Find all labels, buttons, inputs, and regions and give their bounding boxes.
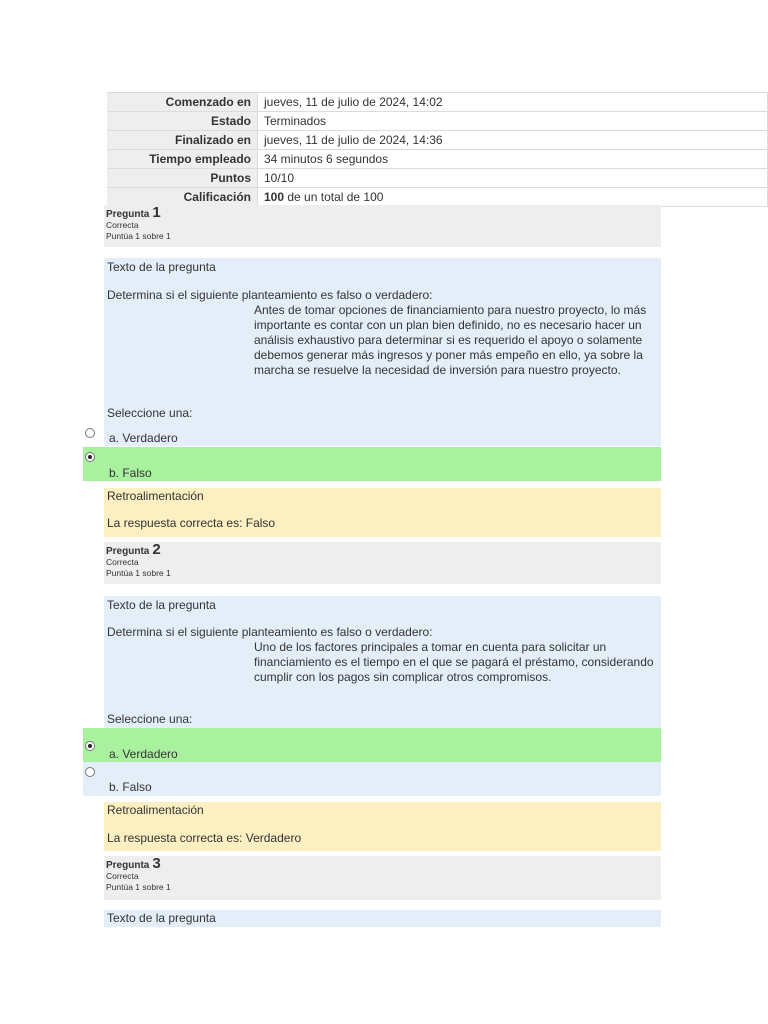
feedback-text: La respuesta correcta es: Falso (107, 516, 276, 530)
option-label: b. Falso (109, 466, 152, 480)
question-body: Uno de los factores principales a tomar en cuenta para solicitar un financiamiento es el tiempo en el que se pagará el préstamo, considerando cumplir con los pagos sin complicar otros compromisos. (254, 640, 654, 684)
question-prompt: Determina si el siguiente planteamiento es falso o verdadero: (107, 288, 433, 302)
grade-value: 100 (264, 190, 285, 204)
feedback-text: La respuesta correcta es: Verdadero (107, 831, 302, 845)
question-text-label: Texto de la pregunta (107, 598, 216, 612)
question-score: Puntúa 1 sobre 1 (106, 568, 171, 578)
question-number: 1 (152, 204, 161, 221)
summary-value: jueves, 11 de julio de 2024, 14:02 (258, 93, 768, 112)
summary-value: 10/10 (258, 169, 768, 188)
q1-option-b[interactable] (83, 447, 661, 481)
option-label: b. Falso (109, 780, 152, 794)
question-text-label: Texto de la pregunta (107, 911, 216, 925)
question-1-feedback (104, 488, 661, 537)
attempt-summary-table (107, 92, 768, 207)
feedback-label: Retroalimentación (107, 489, 204, 503)
option-label: a. Verdadero (109, 431, 178, 445)
summary-row-points (107, 169, 768, 188)
select-one-label: Seleccione una: (107, 406, 193, 420)
summary-value: jueves, 11 de julio de 2024, 14:36 (258, 131, 768, 150)
radio-q1-option-b[interactable] (85, 452, 95, 462)
grade-total: de un total de 100 (284, 190, 384, 204)
summary-key: Finalizado en (107, 131, 258, 150)
radio-q2-option-b[interactable] (85, 767, 95, 777)
q2-option-a[interactable] (83, 728, 661, 762)
question-status: Correcta (106, 871, 139, 881)
feedback-label: Retroalimentación (107, 803, 204, 817)
summary-row-started (107, 93, 768, 112)
summary-row-time (107, 150, 768, 169)
question-2-content (104, 596, 661, 728)
option-label: a. Verdadero (109, 747, 178, 761)
summary-value: 34 minutos 6 segundos (258, 150, 768, 169)
question-1-content (104, 258, 661, 446)
radio-q2-option-a[interactable] (85, 741, 95, 751)
question-body: Antes de tomar opciones de financiamiento para nuestro proyecto, lo más importante es contar con un plan bien definido, no es necesario hacer un análisis exhaustivo para determinar si es requerido el apoyo o solamente debemos generar más ingresos y poner más empeño en ello, ya sobre la marcha se resuelve la necesidad de inversión para nuestro proyecto. (254, 303, 647, 377)
question-number: 3 (152, 855, 161, 872)
question-3-content (104, 910, 661, 927)
question-score: Puntúa 1 sobre 1 (106, 231, 171, 241)
summary-key: Puntos (107, 169, 258, 188)
summary-key: Comenzado en (107, 93, 258, 112)
summary-key: Tiempo empleado (107, 150, 258, 169)
question-status: Correcta (106, 220, 139, 230)
question-number: 2 (152, 541, 161, 558)
summary-value (258, 188, 768, 207)
question-text-label: Texto de la pregunta (107, 260, 216, 274)
summary-row-state (107, 112, 768, 131)
question-1-info (104, 205, 661, 247)
summary-key: Calificación (107, 188, 258, 207)
q2-option-b[interactable] (83, 762, 661, 796)
q1-option-a[interactable] (83, 429, 661, 447)
question-2-info (104, 542, 661, 584)
question-label: Pregunta (106, 546, 150, 557)
select-one-label: Seleccione una: (107, 712, 193, 726)
question-label: Pregunta (106, 860, 150, 871)
question-2-feedback (104, 802, 661, 851)
question-status: Correcta (106, 557, 139, 567)
question-score: Puntúa 1 sobre 1 (106, 882, 171, 892)
summary-value: Terminados (258, 112, 768, 131)
summary-key: Estado (107, 112, 258, 131)
question-prompt: Determina si el siguiente planteamiento es falso o verdadero: (107, 625, 433, 639)
question-label: Pregunta (106, 209, 150, 220)
summary-row-grade (107, 188, 768, 207)
question-3-info (104, 856, 661, 900)
summary-row-finished (107, 131, 768, 150)
